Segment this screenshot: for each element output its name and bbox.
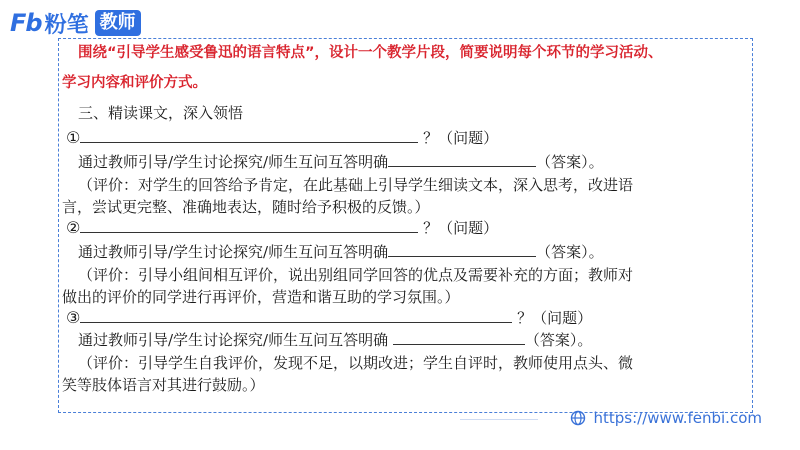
item-3-question-suffix: ？（问题） xyxy=(517,309,593,327)
item-1-eval-2: 言，尝试更完整、准确地表达，随时给予积极的反馈。） xyxy=(62,198,430,216)
item-2-answer-prefix: 通过教师引导/学生讨论探究/师生互问互答明确 xyxy=(78,243,389,261)
item-3-eval-1: （评价：引导学生自我评价，发现不足，以期改进；学生自评时，教师使用点头、微 xyxy=(78,354,634,372)
item-3-answer-suffix: （答案）。 xyxy=(524,331,593,349)
item-1-answer-blank[interactable] xyxy=(388,150,536,167)
item-1-number: ① xyxy=(66,128,81,147)
item-2-number: ② xyxy=(66,218,81,237)
item-2-answer xyxy=(78,240,604,263)
item-3-eval-2: 笑等肢体语言对其进行鼓励。） xyxy=(62,376,265,394)
item-2-eval-1: （评价：引导小组间相互评价，说出别组同学回答的优点及需要补充的方面；教师对 xyxy=(78,266,634,284)
item-3-answer-prefix: 通过教师引导/学生讨论探究/师生互问互答明确 xyxy=(78,331,389,349)
item-2-answer-suffix: （答案）。 xyxy=(536,243,604,261)
item-2-question-suffix: ？（问题） xyxy=(423,219,499,237)
item-2-question-blank[interactable] xyxy=(80,216,418,233)
item-1-answer-suffix: （答案）。 xyxy=(536,153,604,171)
globe-icon xyxy=(570,410,586,426)
footer-url-text: https://www.fenbi.com xyxy=(593,409,762,427)
item-2-eval-2: 做出的评价的同学进行再评价，营造和谐互助的学习氛围。） xyxy=(62,288,460,306)
item-1-question xyxy=(66,126,498,149)
question-line-2: 学习内容和评价方式。 xyxy=(62,75,207,91)
item-3-question-blank[interactable] xyxy=(80,306,512,323)
section-title: 三、精读课文，深入领悟 xyxy=(78,104,244,122)
item-1-question-suffix: ？（问题） xyxy=(423,129,499,147)
question-line-1: 围绕“引导学生感受鲁迅的语言特点”，设计一个教学片段，简要说明每个环节的学习活动、 xyxy=(78,45,663,61)
item-3-answer xyxy=(78,328,592,351)
brand-badge: 教师 xyxy=(95,10,141,36)
item-1-answer xyxy=(78,150,604,173)
brand-name: 粉笔 xyxy=(44,12,89,38)
footer-divider xyxy=(460,419,538,420)
item-2-answer-blank[interactable] xyxy=(388,240,536,257)
item-3-number: ③ xyxy=(66,308,81,327)
brand-mark: Fb xyxy=(10,9,42,37)
item-3-answer-blank[interactable] xyxy=(393,328,525,345)
item-1-eval-1: （评价：对学生的回答给予肯定，在此基础上引导学生细读文本，深入思考，改进语 xyxy=(78,176,634,194)
item-2-question xyxy=(66,216,498,239)
footer-url[interactable] xyxy=(570,409,762,427)
item-1-answer-prefix: 通过教师引导/学生讨论探究/师生互问互答明确 xyxy=(78,153,389,171)
item-3-question xyxy=(66,306,592,329)
item-1-question-blank[interactable] xyxy=(80,126,418,143)
brand-logo xyxy=(10,8,141,38)
